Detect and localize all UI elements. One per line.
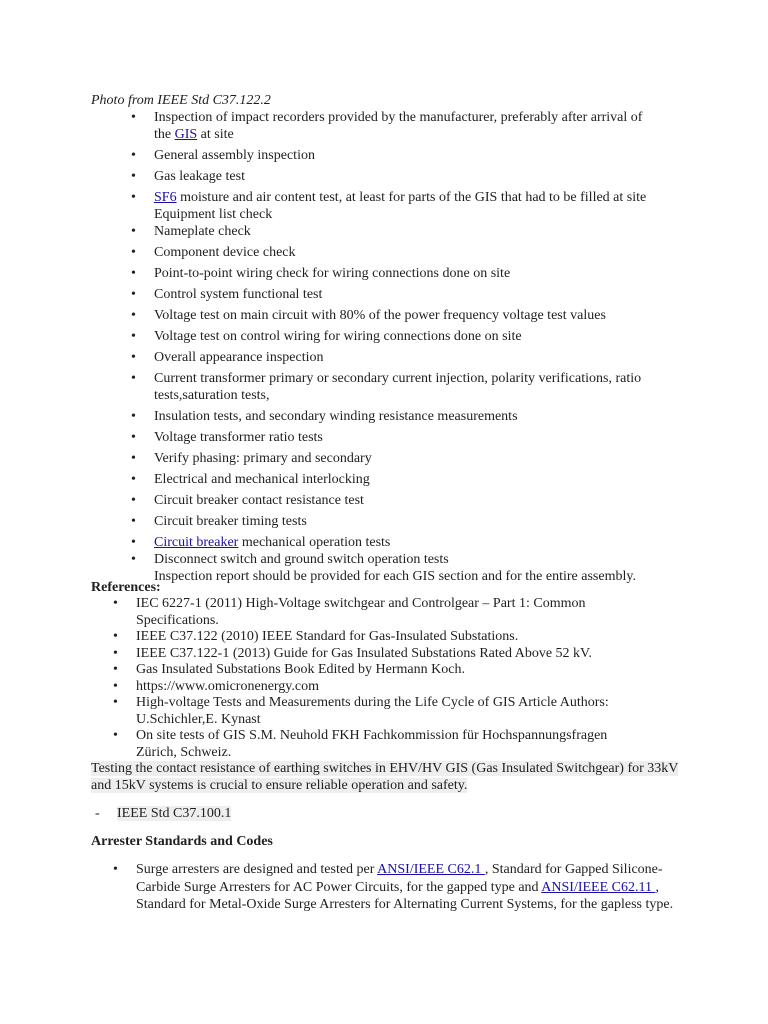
- list-item: • Voltage transformer ratio tests: [131, 430, 323, 445]
- sf6-link[interactable]: SF6: [154, 190, 177, 205]
- standard-line: [95, 805, 231, 822]
- bullet-icon: •: [113, 662, 118, 677]
- reference-item: • On site tests of GIS S.M. Neuhold FKH Fachkommission für Hochspannungsfragen Zürich, Schweiz.: [113, 728, 608, 760]
- bullet-icon: •: [131, 350, 136, 365]
- standard-text: IEEE Std C37.100.1: [117, 806, 232, 821]
- list-item: • Nameplate check: [131, 224, 251, 239]
- bullet-icon: •: [131, 451, 136, 466]
- ansi-c62-1-link[interactable]: ANSI/IEEE C62.1: [377, 862, 485, 877]
- list-item: • General assembly inspection: [131, 148, 315, 163]
- references-heading: References:: [91, 580, 161, 595]
- ansi-c62-11-link[interactable]: ANSI/IEEE C62.11: [541, 879, 656, 895]
- list-item: • Control system functional test: [131, 287, 323, 302]
- list-item: • Current transformer primary or secondary current injection, polarity verifications, ratio tests,saturation tests,: [131, 371, 642, 403]
- bullet-icon: •: [113, 862, 118, 877]
- circuit-breaker-link[interactable]: Circuit breaker: [154, 535, 239, 550]
- earthing-switch-paragraph: [91, 760, 681, 794]
- bullet-icon: •: [131, 148, 136, 163]
- bullet-icon: •: [131, 329, 136, 344]
- bullet-icon: •: [131, 224, 136, 239]
- list-item: • Disconnect switch and ground switch operation tests Inspection report should be provided for each GIS section and for the entire assembly.: [131, 552, 636, 584]
- list-item: • Point-to-point wiring check for wiring connections done on site: [131, 266, 511, 281]
- list-item: • Verify phasing: primary and secondary: [131, 451, 372, 466]
- dash-marker: -: [95, 806, 100, 821]
- reference-item: • https://www.omicronenergy.com: [113, 678, 320, 694]
- bullet-icon: •: [131, 308, 136, 323]
- bullet-icon: •: [113, 629, 118, 644]
- bullet-icon: •: [131, 430, 136, 445]
- bullet-icon: •: [131, 110, 136, 125]
- reference-item: • IEC 6227-1 (2011) High-Voltage switchgear and Controlgear – Part 1: Common Specifications.: [113, 596, 586, 628]
- bullet-icon: •: [131, 245, 136, 260]
- highlighted-text: Testing the contact resistance of earthing switches in EHV/HV GIS (Gas Insulated Switchgear) for 33kV and 15kV systems is crucial to ensure reliable operation and safety.: [91, 761, 679, 793]
- list-item: • Circuit breaker timing tests: [131, 514, 307, 529]
- reference-item: • IEEE C37.122 (2010) IEEE Standard for Gas-Insulated Substations.: [113, 629, 519, 644]
- bullet-icon: •: [113, 728, 118, 743]
- list-item: • Gas leakage test: [131, 169, 245, 184]
- reference-item: • High-voltage Tests and Measurements during the Life Cycle of GIS Article Authors: U.Schichler,E. Kynast: [113, 695, 609, 727]
- bullet-icon: •: [131, 190, 136, 205]
- photo-caption: Photo from IEEE Std C37.122.2: [91, 93, 271, 108]
- reference-item: • Gas Insulated Substations Book Edited by Hermann Koch.: [113, 662, 465, 677]
- bullet-icon: •: [131, 371, 136, 386]
- bullet-icon: •: [131, 552, 136, 567]
- list-item: • Surge arresters are designed and tested per ANSI/IEEE C62.1 , Standard for Gapped Silicone-Carbide Surge Arresters for AC Power Circuits, for the gapped type and ANSI/IEEE C62.11 , Standard for Metal-Oxide Surge Arresters for Alternating Current Systems, for the gapless type.: [113, 862, 674, 912]
- arrester-heading: Arrester Standards and Codes: [91, 834, 273, 849]
- bullet-icon: •: [131, 266, 136, 281]
- arrester-list: [113, 861, 683, 914]
- bullet-icon: •: [113, 695, 118, 710]
- list-item: • Circuit breaker mechanical operation tests: [131, 535, 391, 550]
- bullet-icon: •: [131, 169, 136, 184]
- list-item: • Insulation tests, and secondary winding resistance measurements: [131, 409, 518, 424]
- bullet-icon: •: [113, 596, 118, 611]
- bullet-icon: •: [113, 645, 118, 661]
- list-item: • SF6 moisture and air content test, at least for parts of the GIS that had to be filled at site Equipment list check: [131, 190, 647, 222]
- bullet-icon: •: [131, 514, 136, 529]
- list-item: • Electrical and mechanical interlocking: [131, 472, 370, 487]
- gis-link[interactable]: GIS: [174, 127, 198, 142]
- reference-item: • IEEE C37.122-1 (2013) Guide for Gas Insulated Substations Rated Above 52 kV.: [113, 645, 592, 661]
- list-item: • Circuit breaker contact resistance test: [131, 493, 364, 508]
- references-list: [113, 596, 633, 761]
- bullet-icon: •: [113, 678, 118, 694]
- list-item: • Component device check: [131, 245, 296, 260]
- bullet-icon: •: [131, 493, 136, 508]
- bullet-icon: •: [131, 409, 136, 424]
- inspection-checklist: [131, 109, 651, 585]
- bullet-icon: •: [131, 535, 136, 550]
- list-item: • Overall appearance inspection: [131, 350, 324, 365]
- list-item: • Voltage test on control wiring for wiring connections done on site: [131, 329, 522, 344]
- bullet-icon: •: [131, 472, 136, 487]
- list-item: • Inspection of impact recorders provided by the manufacturer, preferably after arrival of the GIS at site: [131, 110, 643, 142]
- list-item: • Voltage test on main circuit with 80% of the power frequency voltage test values: [131, 308, 606, 323]
- bullet-icon: •: [131, 287, 136, 302]
